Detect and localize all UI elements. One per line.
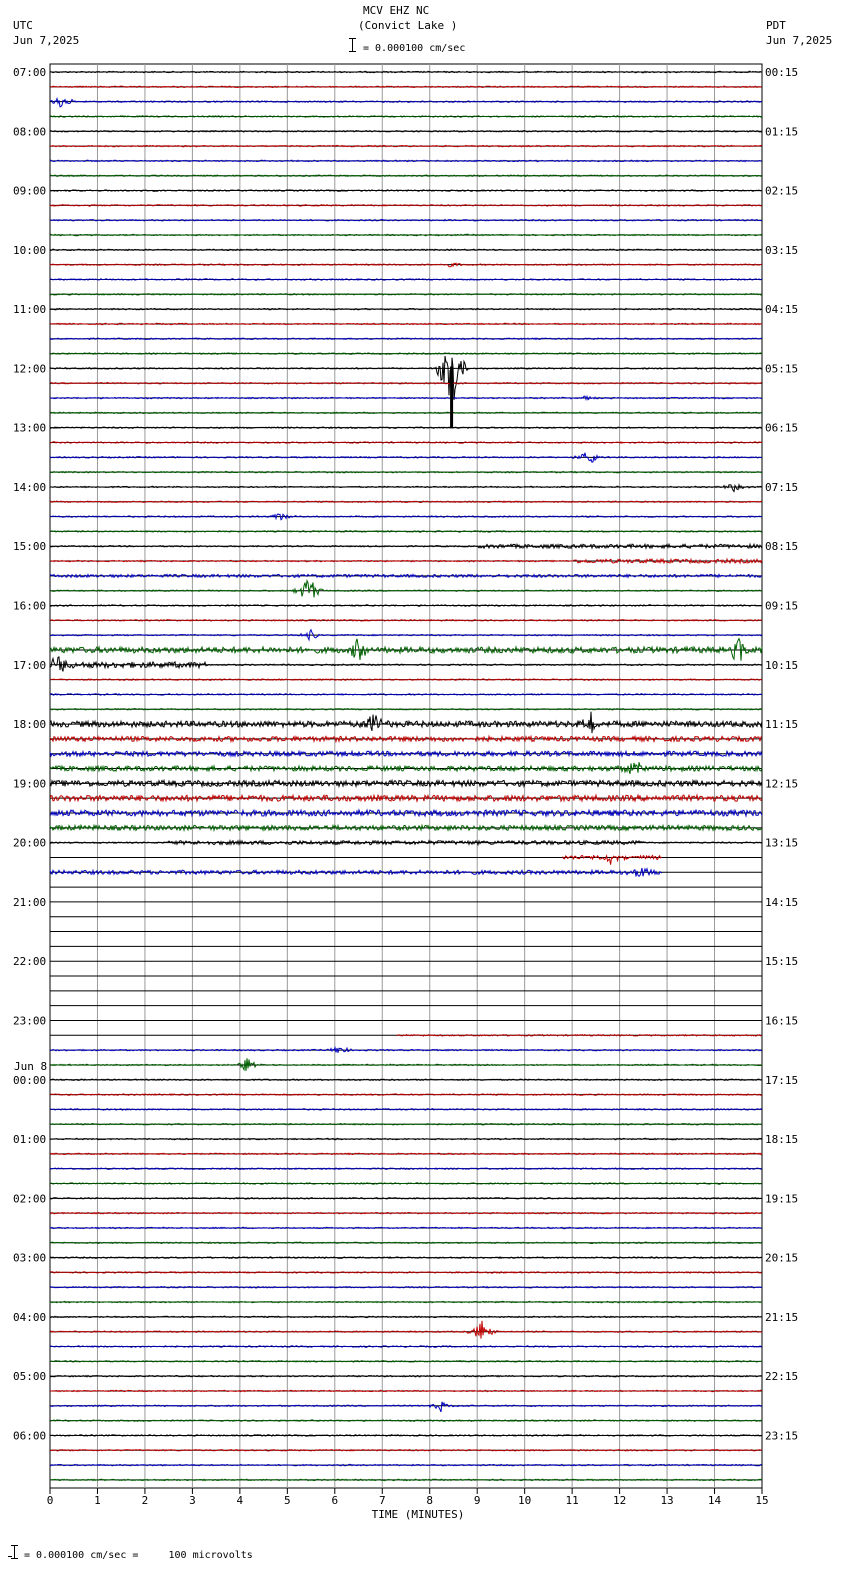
- footer-scale-text: = 0.000100 cm/sec = 100 microvolts: [24, 1550, 253, 1561]
- pdt-hour-label: 07:15: [765, 480, 799, 494]
- utc-hour-label: 13:00: [13, 421, 47, 435]
- station-title: MCV EHZ NC: [363, 4, 430, 17]
- x-tick-label: 13: [660, 1494, 674, 1507]
- pdt-hour-label: 06:15: [765, 421, 799, 435]
- seismic-trace: [50, 712, 762, 733]
- x-tick-label: 7: [378, 1494, 386, 1507]
- seismic-trace: [50, 762, 762, 774]
- pdt-hour-label: 10:15: [765, 658, 799, 672]
- seismic-trace: [50, 574, 762, 577]
- x-tick-label: 15: [755, 1494, 769, 1507]
- seismic-trace: [50, 1048, 762, 1053]
- utc-hour-label: 07:00: [13, 66, 47, 79]
- utc-hour-label: 11:00: [13, 303, 47, 317]
- pdt-hour-label: 19:15: [765, 1192, 799, 1206]
- x-tick-label: 9: [473, 1494, 481, 1507]
- pdt-hour-label: 21:15: [765, 1310, 799, 1324]
- seismic-trace: [50, 825, 762, 830]
- left-tz: UTC: [13, 19, 33, 32]
- x-tick-label: 0: [46, 1494, 54, 1507]
- seismic-trace: [50, 795, 762, 801]
- x-tick-label: 4: [236, 1494, 244, 1507]
- utc-hour-label: 17:00: [13, 658, 47, 672]
- pdt-hour-label: 00:15: [765, 66, 799, 79]
- utc-hour-label: 19:00: [13, 777, 47, 791]
- x-tick-label: 8: [426, 1494, 434, 1507]
- pdt-hour-label: 02:15: [765, 184, 799, 198]
- plot-frame: [50, 64, 762, 1488]
- pdt-hour-label: 13:15: [765, 836, 799, 850]
- seismic-trace: [50, 1227, 762, 1228]
- seismic-trace: [50, 751, 762, 756]
- x-tick-label: 3: [189, 1494, 196, 1507]
- seismic-trace: [50, 205, 762, 206]
- pdt-hour-label: 22:15: [765, 1370, 799, 1384]
- seismic-trace: [50, 356, 762, 400]
- utc-hour-label: 05:00: [13, 1370, 47, 1384]
- x-tick-label: 2: [141, 1494, 149, 1507]
- x-tick-label: 14: [707, 1494, 722, 1507]
- x-tick-label: 5: [284, 1494, 291, 1507]
- pdt-hour-label: 08:15: [765, 540, 799, 554]
- utc-hour-label: 16:00: [13, 599, 47, 613]
- seismic-trace: [50, 841, 762, 845]
- seismic-trace: [50, 99, 762, 107]
- utc-hour-label: 04:00: [13, 1310, 47, 1324]
- utc-hour-label: 22:00: [13, 955, 47, 969]
- pdt-hour-label: 16:15: [765, 1014, 799, 1028]
- seismic-trace: [50, 471, 762, 472]
- seismic-trace: [50, 544, 762, 548]
- earthquake-spike: [450, 366, 453, 428]
- scale-text: = 0.000100 cm/sec: [363, 43, 466, 54]
- utc-hour-label: 15:00: [13, 540, 47, 554]
- pdt-hour-label: 14:15: [765, 895, 799, 909]
- utc-hour-label: 21:00: [13, 895, 47, 909]
- footer-scale-icon: [8, 1544, 20, 1560]
- pdt-hour-label: 15:15: [765, 955, 799, 969]
- seismic-trace: [50, 1402, 762, 1412]
- pdt-hour-label: 18:15: [765, 1133, 799, 1147]
- pdt-hour-label: 03:15: [765, 243, 799, 257]
- x-tick-label: 11: [565, 1494, 579, 1507]
- x-tick-label: 6: [331, 1494, 339, 1507]
- pdt-hour-label: 09:15: [765, 599, 799, 613]
- x-axis-label: TIME (MINUTES): [371, 1508, 465, 1521]
- utc-hour-label: 12:00: [13, 362, 47, 376]
- pdt-hour-label: 11:15: [765, 718, 799, 732]
- pdt-hour-label: 20:15: [765, 1251, 799, 1265]
- x-tick-label: 1: [94, 1494, 101, 1507]
- utc-hour-label: 08:00: [13, 125, 47, 139]
- utc-hour-label: 23:00: [13, 1014, 47, 1028]
- seismic-trace: [563, 856, 662, 865]
- seismic-trace: [50, 175, 762, 176]
- utc-hour-label: 02:00: [13, 1192, 47, 1206]
- seismic-trace: [50, 1450, 762, 1451]
- x-tick-label: 12: [612, 1494, 627, 1507]
- left-date: Jun 7,2025: [13, 34, 80, 47]
- utc-hour-label: 06:00: [13, 1429, 47, 1443]
- date-change-label: Jun 8: [14, 1059, 48, 1073]
- seismic-trace: [50, 427, 762, 428]
- utc-hour-label: 03:00: [13, 1251, 47, 1265]
- utc-hour-label: 09:00: [13, 184, 47, 198]
- utc-hour-label: 10:00: [13, 243, 47, 257]
- seismic-trace: [50, 581, 762, 598]
- seismic-trace: [50, 485, 762, 492]
- pdt-hour-label: 04:15: [765, 303, 799, 317]
- seismic-trace: [50, 1390, 762, 1391]
- seismic-trace: [50, 657, 762, 672]
- pdt-hour-label: 01:15: [765, 125, 799, 139]
- pdt-hour-label: 23:15: [765, 1429, 799, 1443]
- utc-hour-label: 18:00: [13, 718, 47, 732]
- right-tz: PDT: [766, 19, 786, 32]
- pdt-hour-label: 12:15: [765, 777, 799, 791]
- right-date: Jun 7,2025: [766, 34, 833, 47]
- pdt-hour-label: 17:15: [765, 1073, 799, 1087]
- seismic-trace: [50, 736, 762, 741]
- x-tick-label: 10: [518, 1494, 532, 1507]
- seismic-trace: [50, 630, 762, 640]
- station-location: (Convict Lake ): [358, 19, 458, 32]
- pdt-hour-label: 05:15: [765, 362, 799, 376]
- utc-hour-label: 20:00: [13, 836, 47, 850]
- utc-hour-label: 14:00: [13, 480, 47, 494]
- seismic-trace: [50, 1361, 762, 1362]
- utc-hour-label: 00:00: [13, 1073, 47, 1087]
- seismic-trace: [50, 1321, 762, 1339]
- utc-hour-label: 01:00: [13, 1133, 47, 1147]
